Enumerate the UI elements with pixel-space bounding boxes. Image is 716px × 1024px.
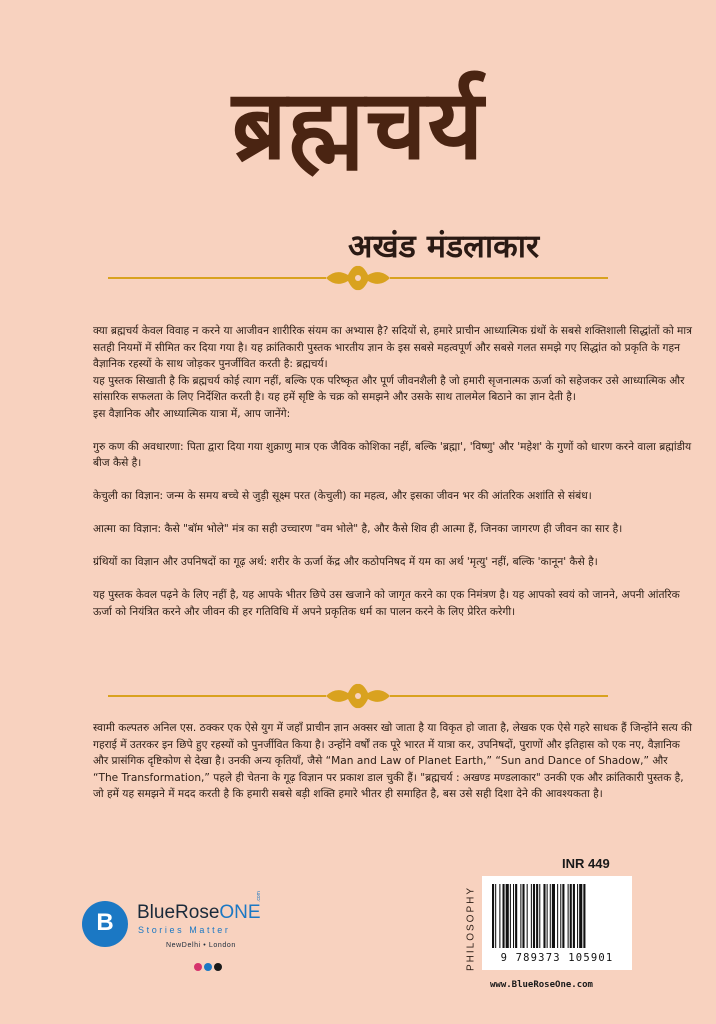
- ornamental-divider-top: [0, 263, 716, 293]
- book-title: ब्रह्मचर्य: [231, 69, 485, 181]
- intro-paragraph: क्या ब्रह्मचर्य केवल विवाह न करने या आजीवन शारीरिक संयम का अभ्यास है? सदियों से, हमारे प्राचीन आध्यात्मिक ग्रंथों के सबसे शक्तिशाली सिद्धांतों को मात्र सतही नियमों में सीमित कर दिया गया है। यह क्रांतिकारी पुस्तक भारतीय ज्ञान के इस सबसे महत्वपूर्ण और सबसे गलत समझे गए सिद्धांत को प्रकृति के गहन वैज्ञानिक रहस्यों के साथ जोड़कर पुनर्जीवित करती है: ब्रह्मचर्य।: [93, 325, 692, 370]
- barcode-bar: [543, 884, 545, 948]
- isbn-number: 9 789373 105901: [500, 952, 614, 964]
- key-point: आत्मा का विज्ञान: कैसे "बॉम भोले" मंत्र का सही उच्चारण "वम भोले" है, और कैसे शिव ही आत्मा हैं, जिनका जागरण ही जीवन का सार है।: [93, 523, 623, 535]
- key-point: केचुली का विज्ञान: जन्म के समय बच्चे से जुड़ी सूक्ष्म परत (केचुली) का महत्व, और इसका जीवन भर की आंतरिक अशांति से संबंध।: [93, 490, 592, 502]
- barcode-bar: [536, 884, 538, 948]
- barcode-bar: [577, 884, 578, 948]
- barcode-bar: [503, 884, 505, 948]
- barcode-bars: [490, 884, 624, 950]
- ornamental-divider-bottom: [0, 681, 716, 711]
- barcode-bar: [552, 884, 555, 948]
- barcode-bar: [547, 884, 548, 948]
- publisher-name-part2: ONE: [219, 902, 261, 923]
- barcode-bar: [515, 884, 517, 948]
- barcode-bar: [573, 884, 575, 948]
- barcode-bar: [562, 884, 564, 948]
- barcode-bar: [583, 884, 585, 948]
- logo-letter: B: [96, 909, 114, 936]
- author-bio-text: स्वामी कल्पतरु अनिल एस. ठक्कर एक ऐसे युग में जहाँ प्राचीन ज्ञान अक्सर खो जाता है या विकृत हो जाता है, लेखक एक ऐसे गहरे साधक हैं जिन्होंने सत्य की गहराई में उतरकर इन छिपे हुए रहस्यों को पुनर्जीवित किया है। उन्होंने वर्षों तक पूरे भारत में यात्रा कर, उपनिषदों, पुराणों और इतिहास को एक नए, वैज्ञानिक और प्रासंगिक दृष्टिकोण से देखा है। उनकी अन्य कृतियाँ, जैसे “Man and Law of Planet Earth,” “Sun and Dance of Shadow,” और “The Transformation,” पहले ही चेतना के गूढ़ विज्ञान पर प्रकाश डाल चुकी हैं। "ब्रह्मचर्य : अखण्ड मण्डलाकार" उनकी एक और क्रांतिकारी पुस्तक है, जो हमें यह समझने में मदद करती है कि हमारी सबसे बड़ी शक्ति हमारे भीतर ही समाहित है, बस उसे सही दिशा देने की आवश्यकता है।: [93, 722, 693, 800]
- category-label: [464, 880, 478, 980]
- barcode-bar: [550, 884, 551, 948]
- book-description: [93, 323, 693, 620]
- book-subtitle: अखंड मंडलाकार: [348, 227, 540, 265]
- isbn-barcode: [482, 876, 632, 970]
- barcode-bar: [522, 884, 524, 948]
- price-label: INR 449: [562, 856, 610, 871]
- social-icons: [194, 956, 224, 965]
- publisher-cities: NewDelhi • London: [166, 942, 236, 949]
- author-bio: [93, 720, 693, 803]
- barcode-bar: [531, 884, 532, 948]
- barcode-bar: [568, 884, 569, 948]
- x-icon: [214, 963, 222, 971]
- instagram-icon: [194, 963, 202, 971]
- barcode-bar: [579, 884, 582, 948]
- intro-paragraph: यह पुस्तक सिखाती है कि ब्रह्मचर्य कोई त्याग नहीं, बल्कि एक परिष्कृत और पूर्ण जीवनशैली है जो हमारी सृजनात्मक ऊर्जा को सहेजकर उसे आध्यात्मिक और सांसारिक सफलता के लिए निर्देशित करती है। यह हमें सृष्टि के चक्र को समझने और उसके साथ तालमेल बिठाने का ज्ञान देती है।: [93, 374, 685, 403]
- barcode-bar: [570, 884, 572, 948]
- barcode-bar: [527, 884, 528, 948]
- category-text: PHILOSOPHY: [465, 885, 477, 972]
- barcode-bar: [495, 884, 496, 948]
- publisher-website: www.BlueRoseOne.com: [490, 980, 593, 990]
- key-point: ग्रंथियों का विज्ञान और उपनिषदों का गूढ़ अर्थ: शरीर के ऊर्जा केंद्र और कठोपनिषद में यम का अर्थ 'मृत्यु' नहीं, बल्कि 'कानून' कैसे है।: [93, 556, 598, 568]
- publisher-tagline: Stories Matter: [138, 925, 231, 935]
- intro-paragraph: इस वैज्ञानिक और आध्यात्मिक यात्रा में, आप जानेंगे:: [93, 407, 291, 420]
- bluerose-logo-icon: [82, 901, 128, 947]
- closing-paragraph: यह पुस्तक केवल पढ़ने के लिए नहीं है, यह आपके भीतर छिपे उस खजाने को जागृत करने का एक निमंत्रण है। यह आपको स्वयं को जानने, अपनी आंतरिक ऊर्जा को नियंत्रित करने और जीवन की हर गतिविधि में अपने प्रकृतिक धर्म का पालन करने के लिए प्रेरित करेगी।: [93, 589, 680, 618]
- facebook-icon: [204, 963, 212, 971]
- barcode-bar: [520, 884, 521, 948]
- publisher-name: [137, 902, 261, 924]
- barcode-bar: [539, 884, 540, 948]
- barcode-bar: [560, 884, 561, 948]
- barcode-bar: [510, 884, 511, 948]
- barcode-bar: [499, 884, 500, 948]
- publisher-com: .com: [256, 891, 262, 902]
- barcode-bar: [533, 884, 535, 948]
- barcode-bar: [492, 884, 494, 948]
- barcode-bar: [506, 884, 509, 948]
- barcode-bar: [513, 884, 514, 948]
- barcode-bar: [557, 884, 558, 948]
- publisher-name-part1: BlueRose: [137, 902, 220, 923]
- key-point: गुरु कण की अवधारणा: पिता द्वारा दिया गया शुक्राणु मात्र एक जैविक कोशिका नहीं, बल्कि 'ब्रह्मा', 'विष्णु' और 'महेश' के गुणों को धारण करने वाला ब्रह्मांडीय बीज कैसे है।: [93, 440, 692, 469]
